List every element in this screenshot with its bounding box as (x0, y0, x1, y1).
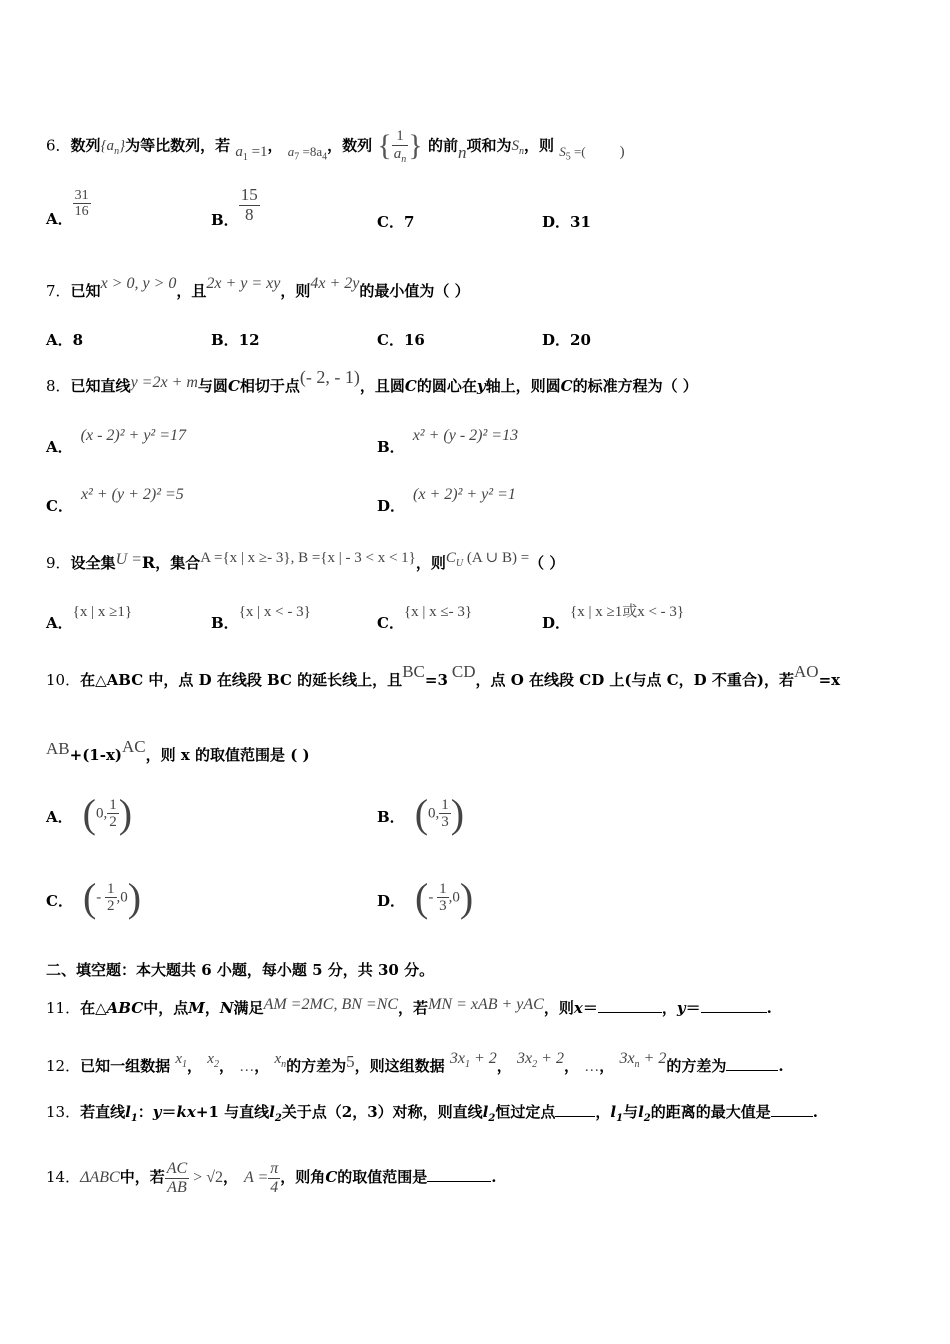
q9-sets: A ={x | x ≥- 3}, B ={x | - 3 < x < 1} (200, 550, 416, 566)
q9-number: 9． (46, 554, 71, 572)
q12-dots-2: … (584, 1059, 600, 1075)
option-value: {x | x ≥1} (72, 604, 133, 620)
option-label: C． (377, 614, 404, 632)
q13-text-2: ： (137, 1103, 153, 1121)
option-label: A． (46, 438, 73, 456)
q13-l2-b: $l_2$ (482, 1103, 496, 1124)
q8-point: (- 2, - 1) (299, 367, 360, 387)
q9-text-4: （ ） (529, 554, 565, 572)
option-neg: - (96, 889, 106, 906)
q10-text-6: ，则 x 的取值范围是 ( ) (145, 746, 310, 764)
right-paren: ) (118, 791, 133, 836)
q6-S5: $S_5$ =( (559, 144, 586, 163)
q9-option-c[interactable] (377, 600, 473, 632)
q12-blank[interactable] (726, 1069, 778, 1071)
q13-text-7: 与 (623, 1103, 639, 1121)
option-value: 20 (570, 331, 591, 349)
question-8 (46, 367, 698, 396)
q9-universal: U = (115, 551, 142, 568)
q9-complement: $C_U$ (A ∪ B) = (445, 550, 530, 569)
q6-option-b[interactable] (211, 185, 260, 230)
q6-frac: $\frac{1}{a_n}$ (393, 128, 407, 165)
q12-sep-4: ， (496, 1057, 512, 1075)
q8-option-d[interactable] (377, 483, 516, 515)
q10-vec-ao: AO (794, 662, 819, 681)
q7-option-d[interactable] (542, 329, 591, 350)
q14-triangle: ΔABC (80, 1169, 120, 1187)
q12-sep-5: ， (563, 1057, 579, 1075)
q13-l2: $l_2$ (269, 1103, 282, 1124)
q11-abc: ABC (106, 999, 144, 1017)
q6-n: n (457, 143, 467, 163)
q6-cond1: $a_1 =1$ (235, 144, 268, 164)
q6-number: 6． (46, 136, 71, 155)
question-12 (46, 1050, 784, 1078)
q11-text-5: ，则 (543, 999, 574, 1017)
q12-sep-1: ， (187, 1057, 203, 1075)
option-label: A． (46, 331, 73, 349)
option-fraction: $\frac{31}{16}$ (74, 188, 89, 220)
option-label: D． (377, 497, 406, 515)
q11-cond: AM =2MC, BN =NC (263, 996, 399, 1013)
q9-R: R (141, 553, 156, 572)
q7-text-4: 的最小值为（ ） (359, 282, 470, 300)
option-label: C． (377, 213, 404, 231)
q6-text-2: 为等比数列，若 (125, 136, 231, 155)
left-paren: ( (414, 791, 429, 836)
q7-text-2: ，且 (176, 282, 207, 300)
q6-option-c[interactable] (377, 211, 414, 232)
q6-brace-right: } (408, 129, 423, 163)
right-paren: ) (127, 875, 142, 920)
q11-y: y (676, 999, 686, 1017)
option-neg: - (428, 889, 438, 906)
q8-text-5: 的圆心在 (416, 377, 477, 395)
option-label: C． (377, 331, 404, 349)
option-value: 12 (238, 331, 260, 349)
q14-blank[interactable] (427, 1180, 491, 1182)
question-9 (46, 552, 564, 575)
q8-y: y (476, 377, 486, 395)
q8-number: 8． (46, 377, 71, 395)
q10-text-3: ，点 O 在线段 CD 上(与点 C，D 不重合)，若 (475, 671, 795, 689)
q14-number: 14． (46, 1168, 81, 1187)
q10-vec-bc: BC (402, 662, 425, 681)
q7-number: 7． (46, 282, 71, 300)
q8-text-6: 轴上，则圆 (485, 377, 561, 395)
q7-text-3: ，则 (280, 282, 311, 300)
q13-blank-2[interactable] (771, 1115, 813, 1117)
q7-text-1: 已知 (70, 282, 101, 300)
q6-text-7: ，则 (523, 136, 554, 155)
q6-seq: $\{a_n\}$ (100, 138, 126, 158)
q11-text-6: ， (661, 999, 677, 1017)
left-paren: ( (415, 875, 429, 920)
q9-text-2: ，集合 (155, 554, 201, 572)
option-right: ,0 (448, 889, 460, 906)
left-paren: ( (82, 791, 96, 836)
q11-equals: ＝ (582, 999, 598, 1017)
q11-n: N (219, 999, 234, 1017)
q11-m: M (188, 999, 205, 1017)
q8-option-c[interactable] (46, 483, 184, 515)
q13-l1-b: $l_1$ (610, 1103, 624, 1124)
q14-text-2: ，则角 (280, 1168, 326, 1187)
q13-kx: kx (176, 1103, 196, 1121)
q8-option-a[interactable] (46, 424, 187, 456)
option-left: 0, (95, 805, 108, 822)
option-value: {x | x < - 3} (238, 604, 311, 620)
question-10-line-2 (46, 737, 310, 765)
q10-text-1: 在△ABC 中，点 D 在线段 BC 的延长线上，且 (80, 671, 403, 689)
q8-text-7: 的标准方程为（ ） (572, 377, 698, 395)
question-7 (46, 275, 470, 301)
q8-text-4: ，且圆 (359, 377, 405, 395)
q11-blank-x[interactable] (598, 1011, 662, 1013)
q10-text-2: =3 (424, 671, 448, 689)
q11-blank-y[interactable] (701, 1011, 767, 1013)
option-value: {x | x ≤- 3} (403, 604, 473, 620)
q8-option-b[interactable] (377, 424, 519, 456)
option-label: C． (46, 891, 73, 910)
q11-text-2: 中，点 (143, 999, 189, 1017)
q11-x: x (573, 999, 583, 1017)
option-fraction: $\frac{1}{2}$ (109, 796, 117, 830)
q6-option-d[interactable] (542, 211, 591, 232)
q14-sep: ， (222, 1168, 238, 1187)
left-paren: ( (82, 875, 97, 920)
q13-text-5: 恒过定点 (495, 1103, 556, 1121)
q14-gt-sqrt2: > √2 (189, 1169, 223, 1187)
section-2-heading: 二、填空题：本大题共 6 小题，每小题 5 分，共 30 分。 (46, 961, 435, 979)
q9-option-a[interactable] (46, 600, 133, 632)
q6-Sn: $S_n$ (511, 138, 524, 158)
q13-end: . (812, 1103, 818, 1121)
q9-text-1: 设全集 (70, 554, 116, 572)
q7-option-a[interactable] (46, 329, 83, 350)
option-label: D． (377, 891, 406, 910)
q11-end: . (766, 999, 772, 1017)
option-fraction: $\frac{1}{2}$ (107, 880, 115, 914)
q6-text-4: ，数列 (327, 136, 373, 155)
option-label: B． (211, 331, 239, 349)
q11-text-4: ，若 (398, 999, 429, 1017)
q12-text-4: 的方差为 (666, 1057, 727, 1075)
option-fraction: $\frac{15}{8}$ (240, 185, 258, 224)
q10-option-c[interactable] (46, 874, 141, 921)
option-label: A． (46, 209, 73, 228)
q14-end: . (491, 1168, 497, 1187)
q11-number: 11． (46, 999, 81, 1017)
option-left: 0, (428, 805, 440, 822)
q12-dots: … (239, 1059, 255, 1075)
q12-sep-6: ， (599, 1057, 615, 1075)
option-label: B． (211, 614, 239, 632)
q13-text-1: 若直线 (80, 1103, 126, 1121)
q6-option-a[interactable] (46, 188, 91, 228)
option-label: D． (542, 213, 571, 231)
q12-xn: $x_n$ (274, 1051, 287, 1070)
q6-brace-left: { (377, 129, 392, 163)
option-label: D． (542, 614, 571, 632)
q13-l2-c: $l_2$ (638, 1103, 651, 1124)
option-label: B． (377, 807, 405, 826)
q13-text-3: +1 与直线 (195, 1103, 270, 1121)
q10-text-4: =x (818, 671, 841, 689)
option-value: x² + (y + 2)² =5 (80, 486, 184, 503)
question-13 (46, 1101, 818, 1124)
q8-text-3: 相切于点 (239, 377, 300, 395)
q13-number: 13． (46, 1103, 81, 1121)
question-14 (46, 1160, 497, 1196)
q11-comma: ， (204, 999, 220, 1017)
option-value: {x | x ≥1或x < - 3} (570, 604, 685, 620)
q14-text-3: 的取值范围是 (337, 1168, 428, 1187)
option-label: B． (377, 438, 405, 456)
q7-eq: 2x + y = xy (206, 275, 281, 292)
q12-five: 5 (346, 1052, 355, 1071)
q6-text-3: ， (267, 136, 283, 155)
option-value: 16 (403, 331, 425, 349)
q6-text-5: 的前 (427, 136, 458, 155)
q12-sep-2: ， (218, 1057, 234, 1075)
option-label: B． (211, 211, 239, 230)
q8-text-2: 与圆 (197, 377, 228, 395)
q14-c: C (325, 1168, 338, 1187)
q8-circle-c-2: C (404, 377, 417, 395)
q12-yn: $3x_n + 2$ (619, 1050, 667, 1071)
q13-l1: $l_1$ (125, 1103, 138, 1124)
q10-option-b[interactable] (377, 790, 464, 837)
q12-number: 12． (46, 1057, 81, 1075)
option-value: 8 (72, 331, 84, 349)
q13-text-6: ， (595, 1103, 611, 1121)
option-label: A． (46, 614, 73, 632)
question-6 (46, 128, 625, 165)
option-label: A． (46, 807, 73, 826)
q9-option-b[interactable] (211, 600, 311, 632)
option-value: 7 (403, 213, 415, 231)
q10-option-a[interactable] (46, 790, 132, 837)
option-value: (x + 2)² + y² =1 (413, 486, 516, 503)
q8-line: y =2x + m (130, 374, 198, 391)
option-label: D． (542, 331, 571, 349)
q12-x2: $x_2$ (207, 1051, 219, 1070)
right-paren: ) (459, 875, 474, 920)
q14-text-1: 中，若 (119, 1168, 165, 1187)
q7-option-c[interactable] (377, 329, 425, 350)
q6-text-1: 数列 (70, 136, 101, 155)
q8-text-1: 已知直线 (70, 377, 131, 395)
q13-y: y (152, 1103, 162, 1121)
option-value: x² + (y - 2)² =13 (412, 427, 519, 444)
q13-text-8: 的距离的最大值是 (650, 1103, 771, 1121)
q7-expr: 4x + 2y (310, 275, 360, 292)
q12-x1: $x_1$ (175, 1051, 188, 1070)
question-11 (46, 997, 772, 1018)
q8-circle-c-3: C (560, 377, 573, 395)
q10-vec-ac: AC (122, 737, 146, 756)
q10-text-5: +(1-x) (69, 746, 122, 764)
q10-vec-cd: CD (451, 662, 476, 681)
q7-cond: x > 0, y > 0 (100, 275, 177, 292)
q12-text-2: 的方差为 (286, 1057, 347, 1075)
q6-end-paren: ) (619, 144, 625, 161)
q8-circle-c: C (227, 377, 240, 395)
option-fraction: $\frac{1}{3}$ (441, 796, 449, 830)
q14-fraction: $\frac{AC}{AB}$ (166, 1160, 188, 1196)
q14-pi-frac: $\frac{\pi}{4}$ (270, 1160, 279, 1196)
q13-blank-1[interactable] (555, 1115, 595, 1117)
question-10 (46, 662, 841, 690)
q13-text-4: 关于点（2，3）对称，则直线 (281, 1103, 483, 1121)
q10-option-d[interactable] (377, 874, 473, 921)
q9-option-d[interactable] (542, 600, 685, 632)
q11-equals-2: ＝ (685, 999, 701, 1017)
option-value: 31 (570, 213, 591, 231)
q6-text-6: 项和为 (466, 136, 512, 155)
q14-angle-a: A = (244, 1169, 269, 1187)
option-value: (x - 2)² + y² =17 (80, 427, 187, 444)
option-label: C． (46, 497, 73, 515)
q12-end: . (778, 1057, 784, 1075)
q13-equals: ＝ (161, 1103, 177, 1121)
q12-sep-3: ， (254, 1057, 270, 1075)
option-right: ,0 (116, 889, 128, 906)
q6-cond2: $a_7 =8a_4$ (287, 144, 328, 163)
q11-text-1: 在△ (80, 999, 107, 1017)
q11-text-3: 满足 (233, 999, 264, 1017)
option-fraction: $\frac{1}{3}$ (439, 880, 447, 914)
q12-y2: $3x_2 + 2$ (517, 1050, 564, 1071)
q12-y1: $3x_1 + 2$ (449, 1050, 497, 1071)
right-paren: ) (450, 791, 465, 836)
q12-text-3: ，则这组数据 (354, 1057, 445, 1075)
q11-eq: MN = xAB + yAC (428, 996, 544, 1013)
q10-number: 10． (46, 671, 81, 689)
q9-text-3: ，则 (415, 554, 446, 572)
q7-option-b[interactable] (211, 329, 260, 350)
q12-text-1: 已知一组数据 (80, 1057, 171, 1075)
q10-vec-ab: AB (46, 739, 70, 758)
